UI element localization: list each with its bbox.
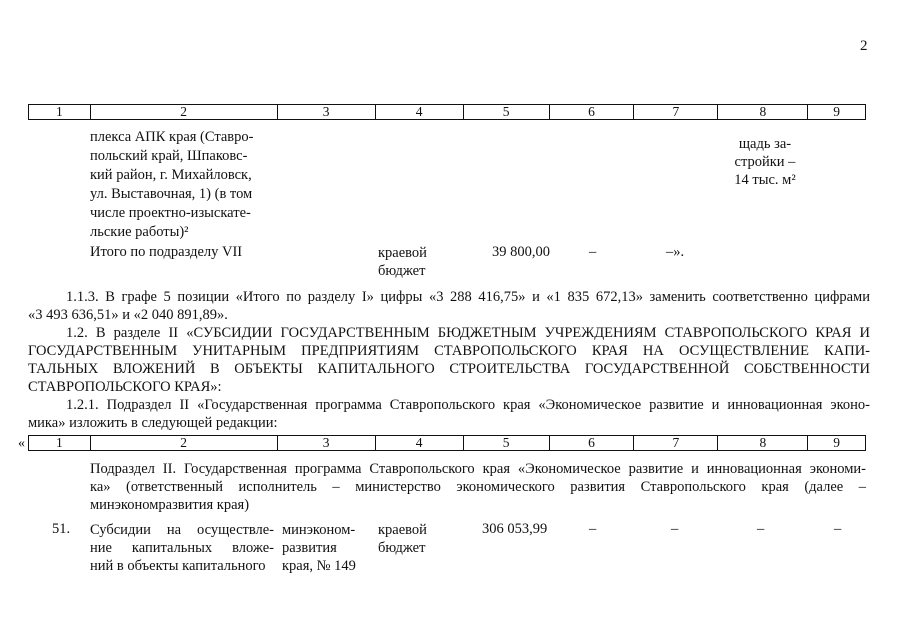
column-number: 6 — [549, 105, 634, 120]
text-line: бюджет — [378, 263, 426, 279]
row-budget-source — [378, 521, 427, 557]
total-col6: – — [589, 244, 597, 260]
paragraph-1-2-1 — [28, 396, 870, 432]
text-line: Подраздел II. Государственная программа Ставропольского края «Экономическое развитие и инновационная экономи- — [90, 461, 866, 477]
row-number: 51. — [52, 521, 71, 537]
text-line: краевой — [378, 245, 427, 261]
total-label: Итого по подразделу VII — [90, 244, 243, 260]
text-line: 1.2.1. Подраздел II «Государственная программа Ставропольского края «Экономическое развитие и инновационная эконо- — [66, 397, 870, 413]
text-line: минэконом- — [282, 522, 356, 538]
text-line: края, № 149 — [282, 558, 356, 574]
total-col7: –». — [666, 244, 685, 260]
text-line: льские работы)² — [90, 224, 189, 240]
column-number: 9 — [808, 436, 866, 451]
text-line: СТАВРОПОЛЬСКОГО КРАЯ»: — [28, 379, 222, 395]
text-line: 14 тыс. м² — [734, 172, 796, 188]
row-col6: – — [589, 521, 597, 537]
column-number: 4 — [375, 105, 463, 120]
text-line: ул. Выставочная, 1) (в том — [90, 186, 253, 202]
total-amount: 39 800,00 — [492, 244, 550, 260]
column-number: 6 — [549, 436, 634, 451]
column-number: 5 — [463, 105, 549, 120]
column-number: 7 — [634, 105, 718, 120]
row-description — [90, 521, 274, 575]
column-number: 5 — [463, 436, 549, 451]
column-number-row — [29, 105, 866, 120]
text-line: числе проектно-изыскате- — [90, 205, 251, 221]
text-line: ГОСУДАРСТВЕННЫМ УНИТАРНЫМ ПРЕДПРИЯТИЯМ СТАВРОПОЛЬСКОГО КРАЯ НА ОСУЩЕСТВЛЕНИЕ КАПИ- — [28, 343, 870, 359]
text-line: ние капитальных вложе- — [90, 540, 274, 556]
text-line: ка» (ответственный исполнитель – министерство экономического развития Ставропольского края (далее – — [90, 479, 866, 495]
text-line: мика» изложить в следующей редакции: — [28, 415, 278, 431]
column-header-table-2 — [28, 435, 866, 451]
text-line: бюджет — [378, 540, 426, 556]
text-line: Субсидии на осуществле- — [90, 522, 274, 538]
column-number: 3 — [277, 436, 375, 451]
text-line: 1.1.3. В графе 5 позиции «Итого по разделу I» цифры «3 288 416,75» и «1 835 672,13» заменить соответственно цифрами — [66, 289, 870, 305]
column-number: 8 — [718, 105, 808, 120]
row-amount: 306 053,99 — [482, 521, 548, 537]
text-line: стройки – — [734, 154, 796, 170]
column-number: 4 — [375, 436, 463, 451]
text-line: польский край, Шпаковс- — [90, 148, 248, 164]
column-number: 3 — [277, 105, 375, 120]
opening-quote: « — [18, 436, 25, 451]
building-area — [726, 135, 804, 189]
text-line: ТАЛЬНЫХ ВЛОЖЕНИЙ В ОБЪЕКТЫ КАПИТАЛЬНОГО СТРОИТЕЛЬСТВА ГОСУДАРСТВЕННОЙ СОБСТВЕННОСТИ — [28, 361, 870, 377]
column-number: 1 — [29, 105, 91, 120]
row-col7: – — [671, 521, 679, 537]
object-description — [90, 128, 274, 242]
text-line: «3 493 636,51» и «2 040 891,89». — [28, 307, 228, 323]
text-line: краевой — [378, 522, 427, 538]
column-number: 8 — [718, 436, 808, 451]
page-number: 2 — [860, 38, 868, 54]
text-line: 1.2. В разделе II «СУБСИДИИ ГОСУДАРСТВЕННЫМ БЮДЖЕТНЫМ УЧРЕЖДЕНИЯМ СТАВРОПОЛЬСКОГО КРАЯ И — [66, 325, 870, 341]
text-line: кий район, г. Михайловск, — [90, 167, 252, 183]
column-header-table-1 — [28, 104, 866, 120]
text-line: плекса АПК края (Ставро- — [90, 129, 254, 145]
row-col8: – — [757, 521, 765, 537]
row-administrator — [282, 521, 356, 575]
column-number-row — [29, 436, 866, 451]
text-line: щадь за- — [738, 136, 792, 152]
column-number: 1 — [29, 436, 91, 451]
column-number: 2 — [90, 436, 277, 451]
total-budget-source — [378, 244, 427, 280]
text-line: развития — [282, 540, 337, 556]
paragraph-1-2 — [28, 324, 870, 396]
subsection-heading — [90, 460, 866, 514]
row-col9: – — [834, 521, 842, 537]
paragraph-1-1-3 — [28, 288, 870, 324]
column-number: 9 — [808, 105, 866, 120]
column-number: 7 — [634, 436, 718, 451]
text-line: минэкономразвития края) — [90, 497, 250, 513]
column-number: 2 — [90, 105, 277, 120]
text-line: ний в объекты капитального — [90, 558, 266, 574]
